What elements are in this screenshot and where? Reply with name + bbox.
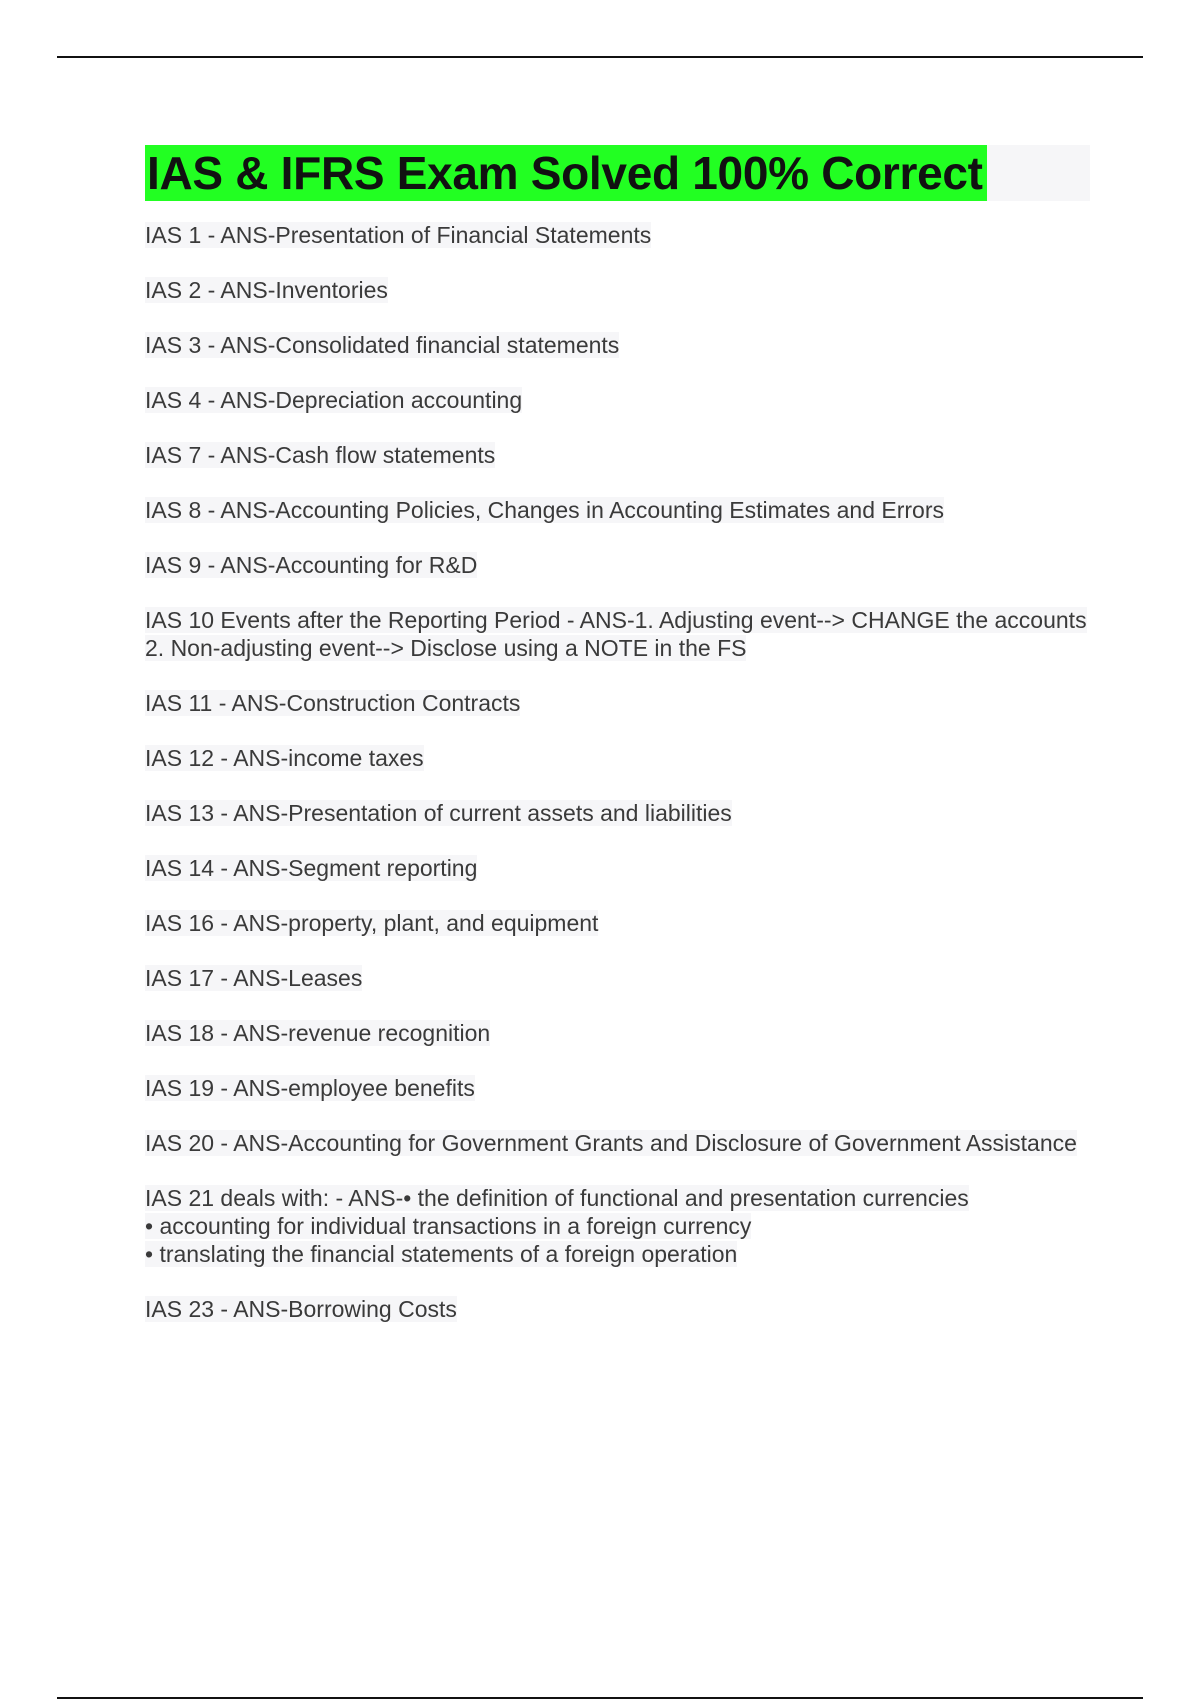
- list-item: [145, 744, 1090, 772]
- qa-text: IAS 18 - ANS-revenue recognition: [145, 1020, 491, 1046]
- qa-text: IAS 12 - ANS-income taxes: [145, 745, 424, 771]
- list-item: [145, 1184, 1090, 1268]
- qa-text: IAS 21 deals with: - ANS-• the definition of functional and presentation currencies • accounting for individual transactions in a foreign currency • translating the financial statements of a foreign operation: [145, 1185, 969, 1267]
- list-item: [145, 854, 1090, 882]
- title-band: [145, 145, 1090, 201]
- bottom-rule: [57, 1697, 1143, 1699]
- list-item: [145, 1019, 1090, 1047]
- qa-text: IAS 16 - ANS-property, plant, and equipment: [145, 910, 599, 936]
- qa-text: IAS 1 - ANS-Presentation of Financial Statements: [145, 222, 652, 248]
- top-rule: [57, 56, 1143, 58]
- qa-text: IAS 19 - ANS-employee benefits: [145, 1075, 475, 1101]
- qa-text: IAS 9 - ANS-Accounting for R&D: [145, 552, 478, 578]
- list-item: [145, 551, 1090, 579]
- qa-text: IAS 17 - ANS-Leases: [145, 965, 363, 991]
- qa-text: IAS 4 - ANS-Depreciation accounting: [145, 387, 523, 413]
- list-item: [145, 1074, 1090, 1102]
- document-title: IAS & IFRS Exam Solved 100% Correct: [145, 145, 987, 201]
- qa-text: IAS 11 - ANS-Construction Contracts: [145, 690, 521, 716]
- qa-text: IAS 20 - ANS-Accounting for Government Grants and Disclosure of Government Assistance: [145, 1130, 1077, 1156]
- qa-list: [145, 221, 1090, 1323]
- list-item: [145, 1129, 1090, 1157]
- qa-text: IAS 8 - ANS-Accounting Policies, Changes in Accounting Estimates and Errors: [145, 497, 945, 523]
- qa-text: IAS 23 - ANS-Borrowing Costs: [145, 1296, 457, 1322]
- list-item: [145, 799, 1090, 827]
- list-item: [145, 909, 1090, 937]
- document-body: [145, 145, 1090, 1350]
- qa-text: IAS 10 Events after the Reporting Period - ANS-1. Adjusting event--> CHANGE the accounts 2. Non-adjusting event--> Disclose using a NOTE in the FS: [145, 607, 1087, 661]
- list-item: [145, 386, 1090, 414]
- list-item: [145, 964, 1090, 992]
- qa-text: IAS 3 - ANS-Consolidated financial statements: [145, 332, 620, 358]
- list-item: [145, 606, 1090, 662]
- qa-text: IAS 13 - ANS-Presentation of current assets and liabilities: [145, 800, 732, 826]
- list-item: [145, 689, 1090, 717]
- list-item: [145, 1295, 1090, 1323]
- list-item: [145, 496, 1090, 524]
- qa-text: IAS 2 - ANS-Inventories: [145, 277, 388, 303]
- qa-text: IAS 7 - ANS-Cash flow statements: [145, 442, 496, 468]
- list-item: [145, 331, 1090, 359]
- qa-text: IAS 14 - ANS-Segment reporting: [145, 855, 478, 881]
- list-item: [145, 276, 1090, 304]
- list-item: [145, 441, 1090, 469]
- list-item: [145, 221, 1090, 249]
